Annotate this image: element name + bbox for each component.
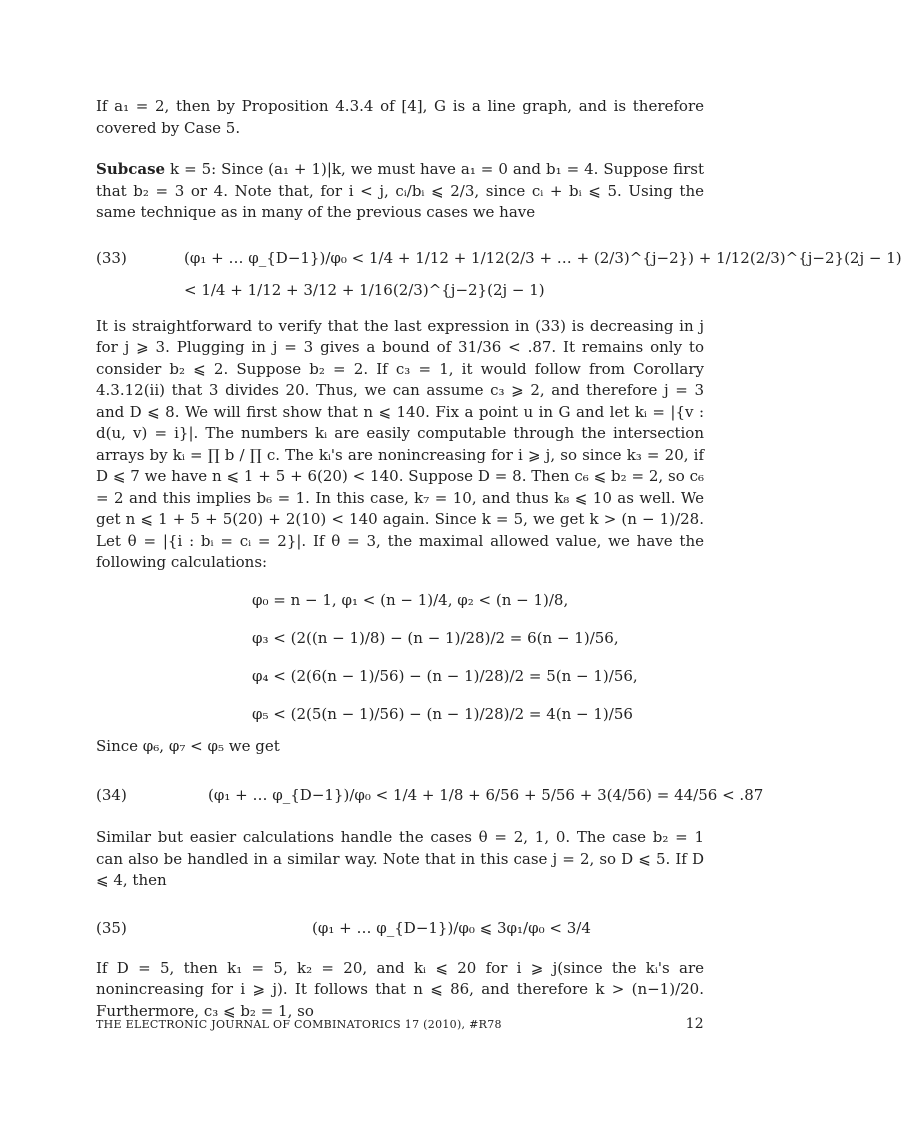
calc-row-3: φ₄ < (2(6(n − 1)/56) − (n − 1)/28)/2 = 5(n − 1)/56, bbox=[252, 666, 638, 685]
paragraph-5: If D = 5, then k₁ = 5, k₂ = 20, and kᵢ ⩽ 20 for i ⩾ j(since the kᵢ's are nonincreasing for i ⩾ j). It follows that n ⩽ 86, and therefore k > (n−1)/20. Furthermore, c₃ ⩽ b₂ = 1, so bbox=[96, 958, 704, 1020]
paragraph-1: If a₁ = 2, then by Proposition 4.3.4 of [4], G is a line graph, and is therefore covered by Case 5. bbox=[96, 97, 704, 137]
equation-34-body: (φ₁ + … φ_{D−1})/φ₀ < 1/4 + 1/8 + 6/56 + 5/56 + 3(4/56) = 44/56 < .87 bbox=[208, 786, 764, 804]
equation-35 bbox=[96, 900, 704, 958]
phi-calculations bbox=[96, 580, 704, 732]
journal-citation: THE ELECTRONIC JOURNAL OF COMBINATORICS 17 (2010), #R78 bbox=[96, 1018, 502, 1031]
page-body bbox=[96, 96, 902, 1022]
subcase-paragraph bbox=[96, 159, 704, 224]
equation-33-line-1: (φ₁ + … φ_{D−1})/φ₀ < 1/4 + 1/12 + 1/12(2/3 + … + (2/3)^{j−2}) + 1/12(2/3)^{j−2}(2j − 1) bbox=[184, 248, 902, 267]
equation-number-33: (33) bbox=[96, 248, 127, 267]
equation-number-34: (34) bbox=[96, 786, 127, 804]
paragraph-2: It is straightforward to verify that the last expression in (33) is decreasing in j for j ⩾ 3. Plugging in j = 3 gives a bound of 31/36 < .87. It remains only to consider b₂ ⩽ 2. Suppose b₂ = 2. If c₃ = 1, it would follow from Corollary 4.3.12(ii) that 3 divides 20. Thus, we can assume c₃ ⩾ 2, and therefore j = 3 and D ⩽ 8. We will first show that n ⩽ 140. Fix a point u in G and let kᵢ = |{v : d(u, v) = i}|. The numbers kᵢ are easily computable through the intersection arrays by kᵢ = ∏ b / ∏ c. The kᵢ's are nonincreasing for i ⩾ j, so since k₃ = 20, if D ⩽ 7 we have n ⩽ 1 + 5 + 6(20) < 140. Suppose D = 8. Then c₆ ⩽ b₂ = 2, so c₆ = 2 and this implies b₆ = 1. In this case, k₇ = 10, and thus k₈ ⩽ 10 as well. We get n ⩽ 1 + 5 + 5(20) + 2(10) < 140 again. Since k = 5, we get k > (n − 1)/28. Let θ = |{i : bᵢ = cᵢ = 2}|. If θ = 3, the maximal allowed value, we have the following calculations: bbox=[96, 316, 704, 571]
equation-33 bbox=[96, 238, 902, 306]
subcase-text: k = 5: Since (a₁ + 1)|k, we must have a₁ = 0 and b₁ = 4. Suppose first that b₂ = 3 or 4. Note that, for i < j, cᵢ/bᵢ ⩽ 2/3, since cᵢ + bᵢ ⩽ 5. Using the same technique as in many of the previous cases we have bbox=[96, 160, 704, 221]
subcase-label: Subcase bbox=[96, 160, 166, 178]
paragraph-3: Since φ₆, φ₇ < φ₅ we get bbox=[96, 736, 280, 755]
calc-row-4: φ₅ < (2(5(n − 1)/56) − (n − 1)/28)/2 = 4(n − 1)/56 bbox=[252, 704, 633, 723]
calc-row-1: φ₀ = n − 1, φ₁ < (n − 1)/4, φ₂ < (n − 1)/8, bbox=[252, 590, 569, 609]
calc-row-2: φ₃ < (2((n − 1)/8) − (n − 1)/28)/2 = 6(n − 1)/56, bbox=[252, 628, 619, 647]
equation-34 bbox=[96, 767, 764, 827]
equation-35-body: (φ₁ + … φ_{D−1})/φ₀ ⩽ 3φ₁/φ₀ < 3/4 bbox=[312, 918, 591, 937]
page-number: 12 bbox=[685, 1016, 704, 1032]
equation-33-line-2: < 1/4 + 1/12 + 3/12 + 1/16(2/3)^{j−2}(2j − 1) bbox=[184, 280, 545, 299]
paragraph-4: Similar but easier calculations handle the cases θ = 2, 1, 0. The case b₂ = 1 can also be handled in a similar way. Note that in this case j = 2, so D ⩽ 5. If D ⩽ 4, then bbox=[96, 828, 704, 889]
equation-number-35: (35) bbox=[96, 918, 127, 937]
page-footer bbox=[96, 1018, 704, 1031]
